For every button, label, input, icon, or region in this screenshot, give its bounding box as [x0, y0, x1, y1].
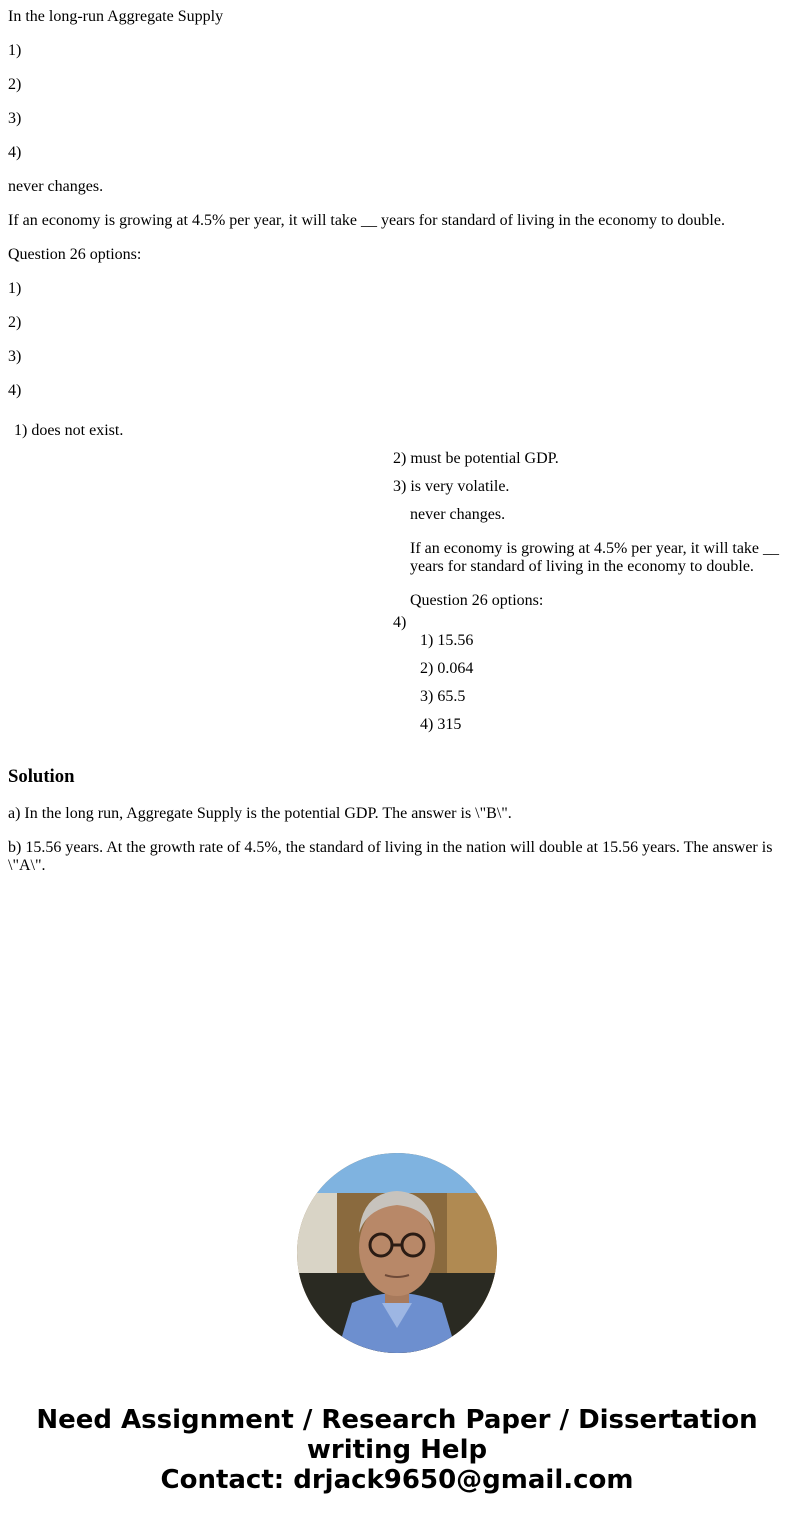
choice-label-4: 4)	[8, 144, 22, 161]
options-question-26-text: If an economy is growing at 4.5% per year, it will take __ years for standard of living in the economy to double.	[410, 540, 780, 575]
q26-option-3: 3) 65.5	[420, 688, 466, 705]
q26-option-2: 2) 0.064	[420, 660, 474, 677]
solution-para-a: a) In the long run, Aggregate Supply is the potential GDP. The answer is \"B\".	[8, 805, 512, 822]
q26-option-1: 1) 15.56	[420, 632, 474, 649]
q26-option-4: 4) 315	[420, 716, 462, 733]
footer-line-2: writing Help	[306, 1435, 488, 1465]
option-4-text: never changes.	[410, 506, 506, 523]
solution-para-b: b) 15.56 years. At the growth rate of 4.5%, the standard of living in the nation will double at 15.56 years. The answer is \"A\".	[8, 839, 773, 874]
tutor-portrait-icon	[297, 1153, 497, 1353]
solution-heading: Solution	[8, 766, 75, 787]
choice-label-1: 1)	[8, 42, 22, 59]
footer-line-1: Need Assignment / Research Paper / Dissertation	[36, 1405, 758, 1435]
option-1: 1) does not exist.	[14, 422, 124, 439]
question-26-text: If an economy is growing at 4.5% per year, it will take __ years for standard of living in the economy to double.	[8, 212, 725, 229]
question-26-header: Question 26 options:	[8, 246, 142, 263]
option-4-label: 4)	[393, 614, 407, 631]
trailing-text: never changes.	[8, 178, 104, 195]
option-2: 2) must be potential GDP.	[393, 450, 559, 467]
tutor-avatar	[297, 1153, 497, 1353]
choice-label-3: 3)	[8, 110, 22, 127]
option-3: 3) is very volatile.	[393, 478, 510, 495]
footer-contact: Contact: drjack9650@gmail.com	[160, 1465, 634, 1495]
choice-label-2: 2)	[8, 76, 22, 93]
footer-banner	[0, 1405, 794, 1495]
options-question-26-header: Question 26 options:	[410, 592, 544, 609]
q26-choice-label-1: 1)	[8, 280, 22, 297]
q26-choice-label-3: 3)	[8, 348, 22, 365]
question-stem: In the long-run Aggregate Supply	[8, 8, 224, 25]
q26-choice-label-2: 2)	[8, 314, 22, 331]
q26-choice-label-4: 4)	[8, 382, 22, 399]
